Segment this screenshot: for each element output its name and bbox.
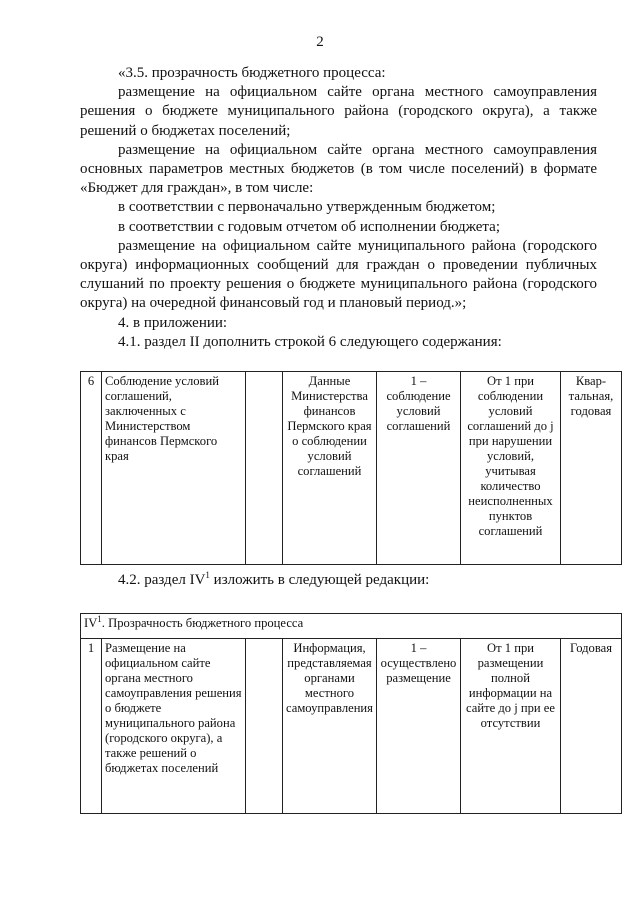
paragraph-public-hearings: размещение на официальном сайте муниципального района (городского округа) информационных сообщений для граждан о проведении публичных слушаний по проекту решения о бюджете муниципального района (городского округа) на очередной финансовый год и плановый период.»;	[80, 237, 597, 312]
table-row	[81, 372, 622, 565]
cell-indicator-value: 1 – осуществлено размещение	[377, 639, 461, 814]
paragraph-decision-placement: размещение на официальном сайте органа местного самоуправления решения о бюджете муниципального района (городского округа), а также решений о бюджетах поселений;	[80, 84, 597, 139]
cell-number: 6	[81, 372, 102, 565]
cell-blank	[246, 372, 283, 565]
cell-data-source: Данные Министерства финансов Пермского края о соблюдении условий соглашений	[283, 372, 377, 565]
table-section-iv	[80, 613, 622, 814]
page-number: 2	[316, 34, 324, 50]
cell-scale: От 1 при соблюдении условий соглашений до j при нарушении условий, учитывая количество неисполненных пунктов соглашений	[461, 372, 561, 565]
cell-period: Квар-тальная, годовая	[561, 372, 622, 565]
cell-indicator-name: Соблюдение условий соглашений, заключенных с Министерством финансов Пермского края	[102, 372, 246, 565]
paragraph-initial-budget: в соответствии с первоначально утвержденным бюджетом;	[118, 199, 496, 216]
cell-scale: От 1 при размещении полной информации на сайте до j при ее отсутствии	[461, 639, 561, 814]
paragraph-appendix: 4. в приложении:	[118, 314, 228, 331]
table-row	[81, 639, 622, 814]
section-title-superscript: 1	[97, 613, 102, 624]
heading-suffix: изложить в следующей редакции:	[209, 572, 430, 588]
section-title-prefix: IV	[84, 616, 98, 630]
section-title-suffix: . Прозрачность бюджетного процесса	[101, 616, 304, 630]
cell-section-title	[81, 614, 622, 639]
heading-prefix: 4.2. раздел IV	[118, 572, 206, 588]
cell-period: Годовая	[561, 639, 622, 814]
paragraph-annual-report: в соответствии с годовым отчетом об исполнении бюджета;	[118, 218, 500, 235]
paragraph-main-parameters: размещение на официальном сайте органа местного самоуправления основных параметров местных бюджетов (в том числе поселений) в формате «Бюджет для граждан», в том числе:	[80, 141, 597, 197]
paragraph-section-ii: 4.1. раздел II дополнить строкой 6 следующего содержания:	[118, 333, 502, 350]
paragraph-section-title: «3.5. прозрачность бюджетного процесса:	[118, 65, 386, 81]
cell-number: 1	[81, 639, 102, 814]
table-section-ii-row	[80, 371, 622, 565]
heading-superscript: 1	[205, 570, 210, 580]
cell-blank	[246, 639, 283, 814]
table-section-title-row	[81, 614, 622, 639]
cell-indicator-value: 1 – соблюдение условий соглашений	[377, 372, 461, 565]
cell-data-source: Информация, представляемая органами местного самоуправления	[283, 639, 377, 814]
heading-section-iv	[118, 572, 429, 589]
body-text	[80, 64, 597, 352]
cell-indicator-name: Размещение на официальном сайте органа местного самоуправления решения о бюджете муниципального района (городского округа), а также решений о бюджетах поселений	[102, 639, 246, 814]
